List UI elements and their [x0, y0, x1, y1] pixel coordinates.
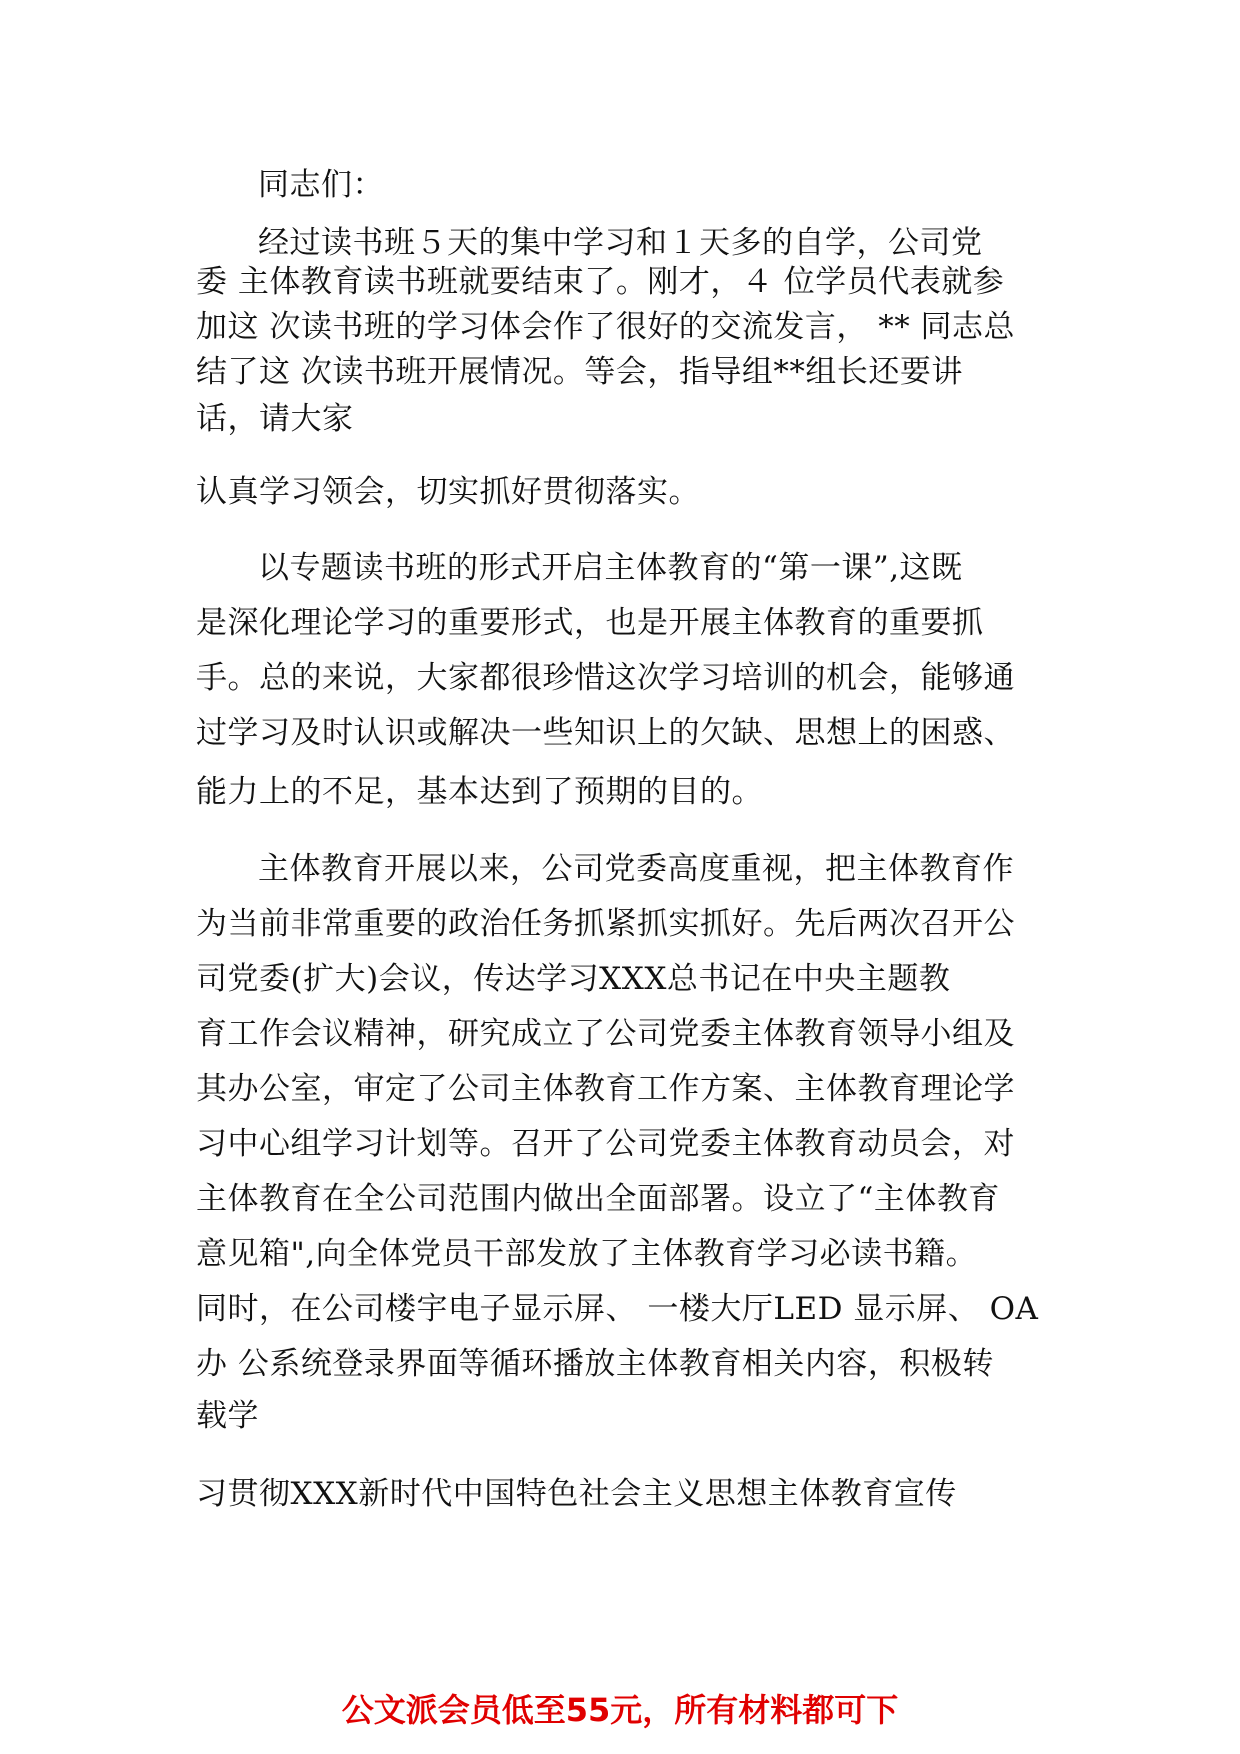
paragraph-2-line-3: 手。总的来说，大家都很珍惜这次学习培训的机会，能够通: [196, 660, 1015, 696]
paragraph-1-line-1: 经过读书班５天的集中学习和１天多的自学，公司党: [258, 225, 983, 261]
paragraph-3-line-8: 意见箱",向全体党员干部发放了主体教育学习必读书籍。: [196, 1236, 978, 1272]
salutation: 同志们：: [258, 167, 384, 203]
paragraph-3-line-11: 载学: [196, 1398, 259, 1434]
paragraph-1-line-4: 结了这 次读书班开展情况。等会，指导组**组长还要讲: [196, 354, 963, 390]
paragraph-3-line-10: 办 公系统登录界面等循环播放主体教育相关内容，积极转: [196, 1346, 994, 1382]
paragraph-3-line-1: 主体教育开展以来，公司党委高度重视，把主体教育作: [258, 851, 1014, 887]
paragraph-2-line-1: 以专题读书班的形式开启主体教育的“第一课”,这既: [258, 550, 963, 586]
paragraph-3-line-3: 司党委(扩大)会议，传达学习XXX总书记在中央主题教: [196, 961, 951, 997]
paragraph-3-line-12: 习贯彻XXX新时代中国特色社会主义思想主体教育宣传: [196, 1476, 957, 1512]
paragraph-2-line-4: 过学习及时认识或解决一些知识上的欠缺、思想上的困惑、: [196, 715, 1015, 751]
paragraph-1-line-5: 话，请大家: [196, 401, 354, 437]
promo-footer: 公文派会员低至55元，所有材料都可下: [341, 1691, 899, 1729]
paragraph-2-line-2: 是深化理论学习的重要形式，也是开展主体教育的重要抓: [196, 605, 984, 641]
paragraph-3-line-7: 主体教育在全公司范围内做出全面部署。设立了“主体教育: [196, 1181, 1000, 1217]
paragraph-1-line-3: 加这 次读书班的学习体会作了很好的交流发言， ** 同志总: [196, 309, 1016, 345]
paragraph-1-line-6: 认真学习领会，切实抓好贯彻落实。: [196, 474, 700, 510]
paragraph-3-line-6: 习中心组学习计划等。召开了公司党委主体教育动员会，对: [196, 1126, 1015, 1162]
paragraph-3-line-9: 同时，在公司楼宇电子显示屏、 一楼大厅LED 显示屏、 OA: [196, 1291, 1039, 1327]
paragraph-3-line-4: 育工作会议精神，研究成立了公司党委主体教育领导小组及: [196, 1016, 1015, 1052]
paragraph-3-line-2: 为当前非常重要的政治任务抓紧抓实抓好。先后两次召开公: [196, 906, 1015, 942]
paragraph-2-line-5: 能力上的不足，基本达到了预期的目的。: [196, 774, 763, 810]
paragraph-3-line-5: 其办公室，审定了公司主体教育工作方案、主体教育理论学: [196, 1071, 1015, 1107]
paragraph-1-line-2: 委 主体教育读书班就要结束了。刚才，４ 位学员代表就参: [196, 264, 1005, 300]
